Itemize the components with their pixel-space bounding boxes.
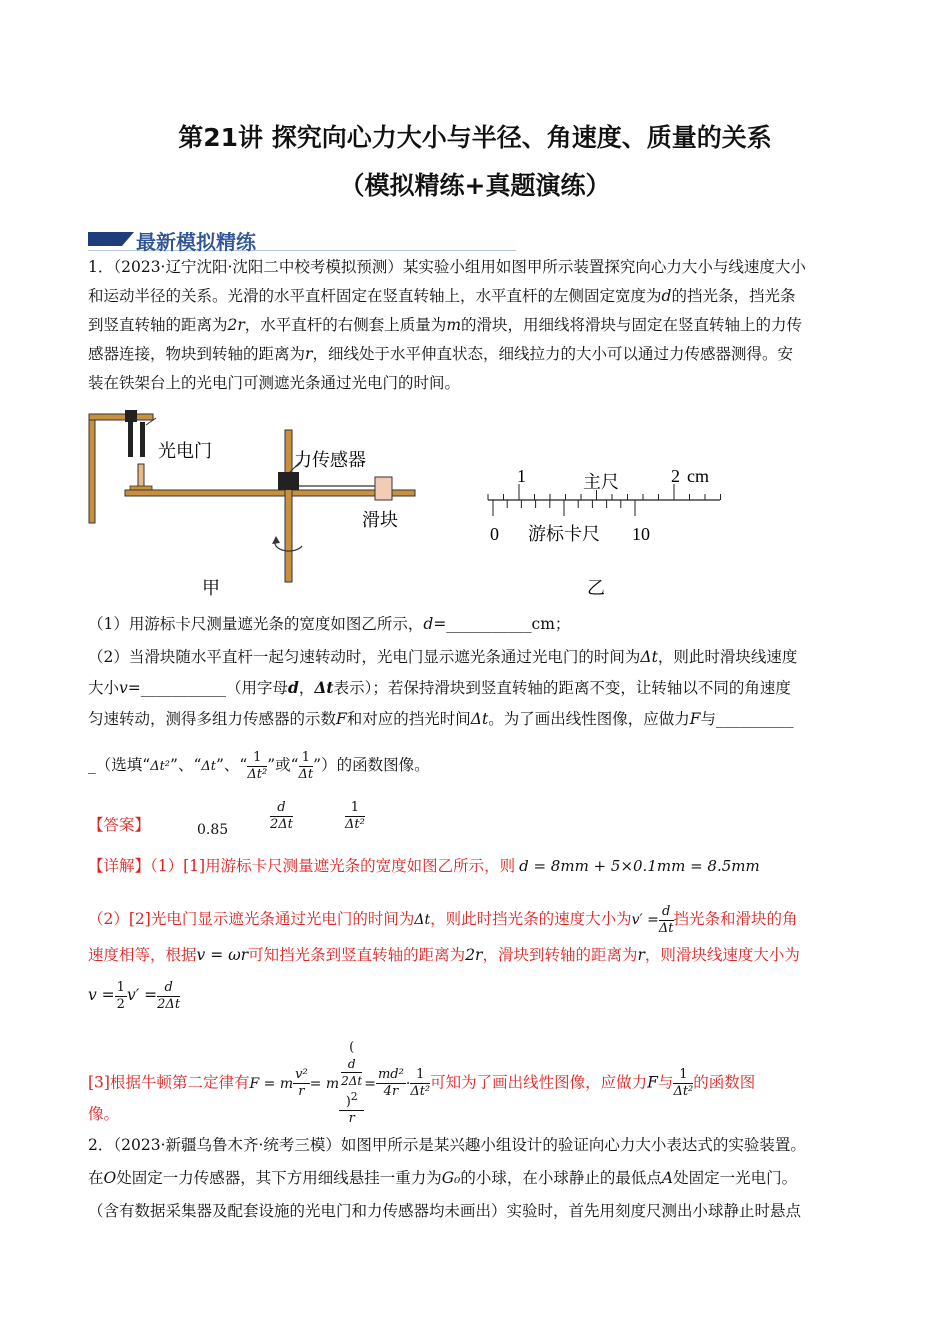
banner-bar-icon — [88, 232, 122, 246]
option-frac-2: $\frac{1}{\Delta t}$ — [298, 749, 314, 782]
q1-line-4: 感器连接，物块到转轴的距离为r，细线处于水平伸直状态，细线拉力的大小可以通过力传感器测得。安 — [88, 345, 793, 363]
apparatus-figure — [80, 400, 740, 605]
answer-3: $\frac{1}{\text{Δt²}}$ — [345, 800, 365, 832]
label-sensor: 力传感器 — [294, 450, 366, 470]
stand-pole — [89, 418, 95, 523]
horizontal-rod — [125, 490, 415, 496]
gate-clamp — [125, 410, 137, 422]
option-frac-1: $\frac{1}{\text{Δt²}}$ — [247, 749, 268, 782]
detail-line-5: [3]根据牛顿第二定律有F = m $\frac{\text{v²}}{r}$ = m ( d 2Δt )$^2$ r = $\frac{\text{md²}}{4r}$ · $\frac{1}{\text{Δt²}}$ 可知为了画出线性图像，应做力F与 $\frac{1}{\text{Δt²}}$ 的函数图 — [88, 1040, 756, 1127]
answer-label: 【答案】 — [88, 816, 151, 834]
q2-line-1: 2．（2023·新疆乌鲁木齐·统考三模）如图甲所示是某兴趣小组设计的验证向心力大小表达式的实验装置。 — [88, 1136, 806, 1154]
q1-sub1: （1）用游标卡尺测量遮光条的宽度如图乙所示，d=___________cm； — [88, 615, 571, 633]
gate-left-icon — [128, 422, 133, 457]
label-gate: 光电门 — [158, 441, 212, 461]
light-strip — [138, 464, 144, 488]
q1-sub2-line4: _（选填“Δt²”、“Δt”、“ $\frac{1}{\text{Δt²}}$ ”或“ $\frac{1}{\Delta t}$ ”）的函数图像。 — [88, 749, 430, 782]
page-subtitle: （模拟精练+真题演练） — [339, 171, 611, 200]
section-banner — [88, 226, 516, 254]
label-jia: 甲 — [202, 578, 220, 598]
answer-2: $\frac{d}{2\Delta t}$ — [270, 800, 293, 832]
rotation-arrowhead-icon — [272, 536, 280, 544]
unit-label: cm — [687, 466, 709, 486]
main-tick-2: 2 — [671, 466, 680, 486]
label-yi: 乙 — [587, 578, 605, 598]
detail-line-3: 速度相等，根据v = ωr可知挡光条到竖直转轴的距离为2r，滑块到转轴的距离为r，则滑块线速度大小为 — [88, 946, 800, 964]
q2-line-3: （含有数据采集器及配套设施的光电门和力传感器均未画出）实验时，首先用刻度尺测出小球静止时悬点 — [88, 1202, 802, 1220]
q1-sub2-line1: （2）当滑块随水平直杆一起匀速转动时，光电门显示遮光条通过光电门的时间为Δt，则此时滑块线速度 — [88, 648, 798, 666]
q1-line-3: 到竖直转轴的距离为2r，水平直杆的右侧套上质量为m的滑块，用细线将滑块与固定在竖直转轴上的力传 — [88, 316, 803, 334]
label-slider: 滑块 — [362, 510, 398, 530]
answer-1: 0.85 — [197, 822, 229, 838]
q1-line-1: 1．（2023·辽宁沈阳·沈阳二中校考模拟预测）某实验小组用如图甲所示装置探究向心力大小与线速度大小 — [88, 258, 806, 276]
vernier-ticks — [493, 500, 635, 516]
q1-sub2-line2: 大小v=___________（用字母d，Δt表示）；若保持滑块到竖直转轴的距离不变，让转轴以不同的角速度 — [88, 678, 791, 697]
detail-line-1: 【详解】（1）[1]用游标卡尺测量遮光条的宽度如图乙所示，则 d = 8mm + 5×0.1mm = 8.5mm — [88, 857, 760, 875]
q1-line-2: 和运动半径的关系。光滑的水平直杆固定在竖直转轴上，水平直杆的左侧固定宽度为d的挡光条，挡光条 — [88, 287, 796, 305]
strip-base — [130, 486, 152, 490]
page-title: 第21讲 探究向心力大小与半径、角速度、质量的关系 — [178, 123, 772, 152]
banner-arrow-icon — [122, 232, 134, 246]
section-title: 最新模拟精练 — [136, 230, 256, 254]
detail-line-6: 像。 — [88, 1105, 120, 1123]
slider-block — [375, 477, 392, 500]
vernier-label: 游标卡尺 — [528, 524, 600, 544]
q1-sub2-line3: 匀速转动，测得多组力传感器的示数F和对应的挡光时间Δt。为了画出线性图像，应做力F与__________ — [88, 710, 794, 728]
detail-line-2: （2）[2]光电门显示遮光条通过光电门的时间为Δt，则此时挡光条的速度大小为v′ = $\frac{d}{\Delta t}$ 挡光条和滑块的角 — [88, 903, 798, 936]
gate-right-icon — [140, 422, 145, 457]
q2-line-2: 在O处固定一力传感器，其下方用细线悬挂一重力为G₀的小球，在小球静止的最低点A处固定一光电门。 — [88, 1169, 798, 1187]
q1-line-5: 装在铁架台上的光电门可测遮光条通过光电门的时间。 — [88, 374, 461, 392]
vernier-10: 10 — [632, 524, 650, 544]
force-sensor-icon — [278, 472, 299, 490]
vertical-shaft — [285, 430, 292, 582]
vernier-0: 0 — [490, 524, 499, 544]
detail-line-4: v = $\frac{1}{2}$ v′ = $\frac{d}{2\Delta t}$ — [88, 979, 181, 1012]
stand-arm — [89, 414, 153, 420]
main-scale-label: 主尺 — [583, 472, 619, 492]
main-tick-1: 1 — [517, 466, 526, 486]
